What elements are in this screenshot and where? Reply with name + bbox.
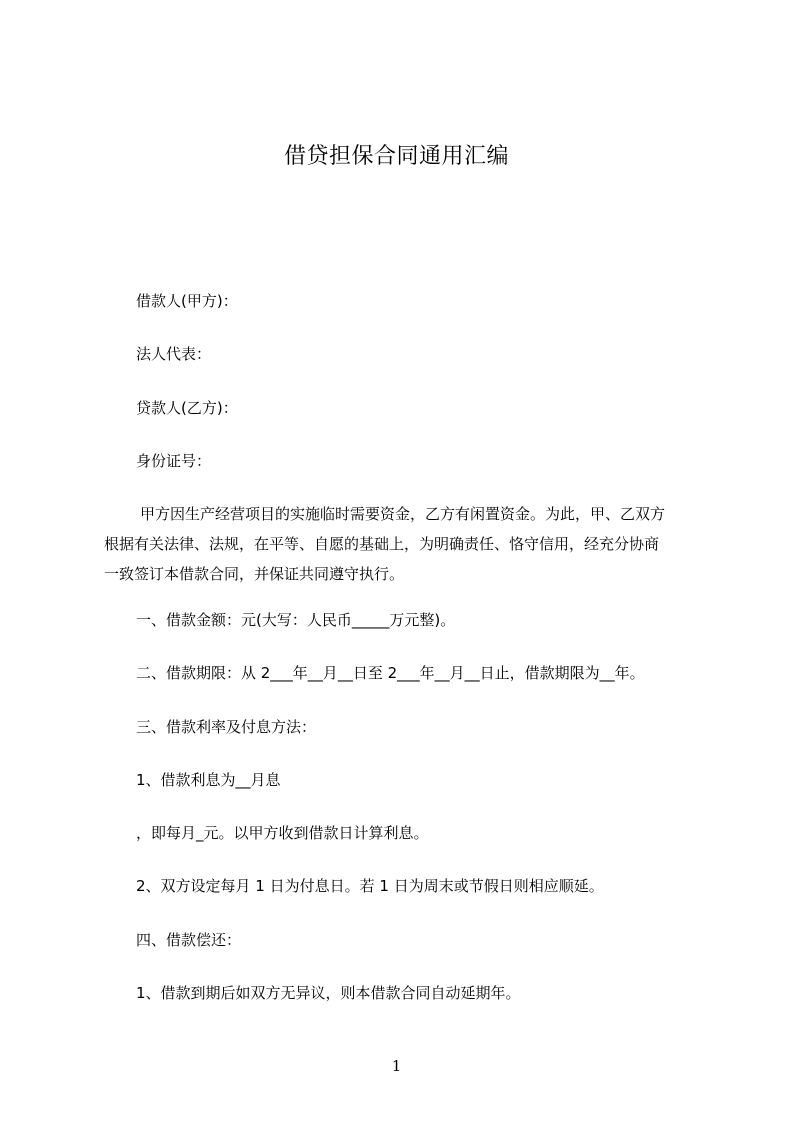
preamble-paragraph [104,499,704,589]
preamble-line-1: 甲方因生产经营项目的实施临时需要资金，乙方有闲置资金。为此，甲、乙双方 [140,505,666,523]
legal-representative-field: 法人代表： [136,345,212,363]
clause-loan-term: 二、借款期限：从 2___年__月__日至 2___年__月__日止，借款期限为__年。 [136,664,645,682]
document-title: 借贷担保合同通用汇编 [283,144,509,169]
clause-interest-heading: 三、借款利率及付息方法： [136,718,317,736]
lender-field: 贷款人(乙方)： [136,399,238,417]
clause-repayment-item-1: 1、借款到期后如双方无异议，则本借款合同自动延期年。 [136,984,521,1002]
clause-interest-item-1-continued: ，即每月_元。以甲方收到借款日计算利息。 [136,824,429,842]
clause-loan-amount: 一、借款金额：元(大写：人民币_____万元整)。 [136,611,456,629]
clause-repayment-heading: 四、借款偿还： [136,931,242,949]
clause-interest-item-1: 1、借款利息为__月息 [136,771,281,789]
preamble-line-2: 根据有关法律、法规，在平等、自愿的基础上，为明确责任、恪守信用，经充分协商 [104,535,660,553]
clause-interest-item-2: 2、双方设定每月 1 日为付息日。若 1 日为周末或节假日则相应顺延。 [136,877,604,895]
page-number: 1 [391,1057,402,1075]
preamble-line-3: 一致签订本借款合同，并保证共同遵守执行。 [104,565,405,583]
id-number-field: 身份证号： [136,452,212,470]
borrower-field: 借款人(甲方)： [136,292,238,310]
